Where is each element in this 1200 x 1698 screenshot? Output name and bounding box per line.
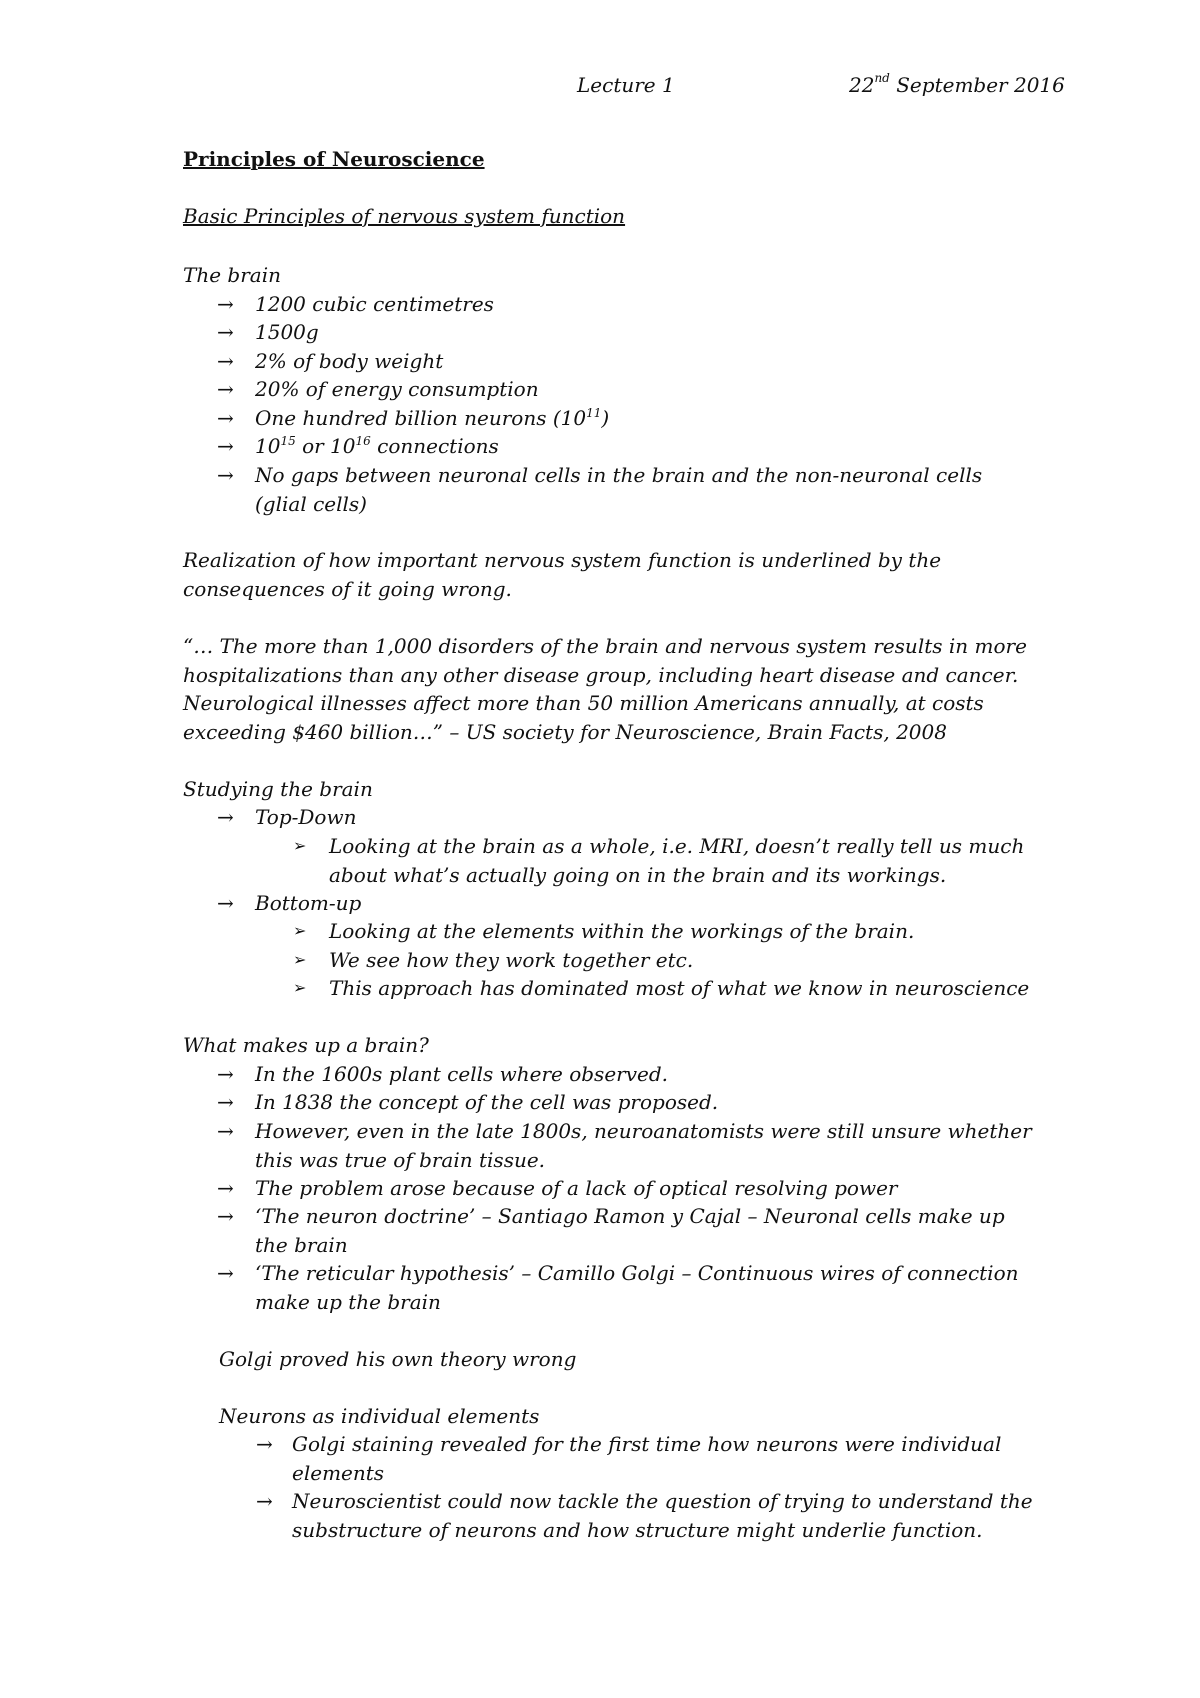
topdown-subitem: Looking at the brain as a whole, i.e. MRI, doesn’t really tell us much about what’s actually going on in the brain and its workings.	[329, 834, 1025, 887]
triangle-bullet-icon: ➢	[293, 978, 307, 997]
arrow-icon: →	[217, 377, 234, 401]
triangle-bullet-icon: ➢	[293, 836, 307, 855]
neurons-item: Golgi staining revealed for the first time how neurons were individual elements	[292, 1432, 1002, 1485]
triangle-bullet-icon: ➢	[293, 921, 307, 940]
header-date	[849, 73, 1065, 97]
makeup-item: However, even in the late 1800s, neuroanatomists were still unsure whether this was true of brain tissue.	[255, 1119, 1032, 1172]
header-lecture: Lecture 1	[577, 73, 675, 97]
makeup-item: ‘The reticular hypothesis’ – Camillo Golgi – Continuous wires of connection make up the brain	[255, 1261, 1019, 1314]
makeup-item: ‘The neuron doctrine’ – Santiago Ramon y Cajal – Neuronal cells make up the brain	[255, 1204, 1005, 1257]
brain-item: 1200 cubic centimetres	[255, 292, 494, 316]
arrow-icon: →	[217, 1062, 234, 1086]
brain-item: 1500g	[255, 320, 319, 344]
page-title: Principles of Neuroscience	[183, 147, 485, 171]
quote-paragraph: “… The more than 1,000 disorders of the brain and nervous system results in more hospitalizations than any other disease group, including heart disease and cancer. Neurological illnesses affect more than 50 million Americans annually, at costs exceeding $460 billion…” – US society for Neuroscience, Brain Facts, 2008	[183, 634, 1027, 744]
arrow-icon: →	[217, 349, 234, 373]
brain-item-connections: $10^{15}$ or $10^{16}$ connections	[255, 434, 499, 458]
brain-item-neurons: One hundred billion neurons $(10^{11})$	[255, 406, 610, 430]
brain-item-gaps: No gaps between neuronal cells in the brain and the non-neuronal cells (glial cells)	[255, 463, 983, 516]
brain-item: 20% of energy consumption	[255, 377, 539, 401]
brain-heading: The brain	[183, 263, 281, 287]
realization-paragraph: Realization of how important nervous system function is underlined by the consequences of it going wrong.	[183, 548, 942, 601]
golgi-statement: Golgi proved his own theory wrong	[219, 1347, 577, 1371]
topdown-item: Top-Down	[255, 805, 357, 829]
date-day: 22	[849, 73, 875, 97]
arrow-icon: →	[256, 1432, 273, 1456]
arrow-icon: →	[217, 805, 234, 829]
arrow-icon: →	[217, 1204, 234, 1228]
arrow-icon: →	[217, 1261, 234, 1285]
section-subtitle: Basic Principles of nervous system function	[183, 204, 626, 228]
makeup-item: In the 1600s plant cells where observed.	[255, 1062, 669, 1086]
arrow-icon: →	[217, 434, 234, 458]
arrow-icon: →	[217, 463, 234, 487]
bottomup-subitem: This approach has dominated most of what we know in neuroscience	[329, 976, 1030, 1000]
bottomup-subitem: We see how they work together etc.	[329, 948, 694, 972]
triangle-bullet-icon: ➢	[293, 950, 307, 969]
arrow-icon: →	[217, 1119, 234, 1143]
bottomup-subitem: Looking at the elements within the workings of the brain.	[329, 919, 915, 943]
brain-item: 2% of body weight	[255, 349, 444, 373]
date-suffix: nd	[874, 71, 890, 86]
makeup-heading: What makes up a brain?	[183, 1033, 429, 1057]
neurons-heading: Neurons as individual elements	[219, 1404, 540, 1428]
makeup-item: The problem arose because of a lack of optical resolving power	[255, 1176, 898, 1200]
arrow-icon: →	[217, 320, 234, 344]
arrow-icon: →	[217, 406, 234, 430]
arrow-icon: →	[217, 292, 234, 316]
date-rest: September 2016	[889, 73, 1065, 97]
arrow-icon: →	[217, 1176, 234, 1200]
arrow-icon: →	[217, 891, 234, 915]
makeup-item: In 1838 the concept of the cell was proposed.	[255, 1090, 719, 1114]
studying-heading: Studying the brain	[183, 777, 373, 801]
arrow-icon: →	[256, 1489, 273, 1513]
arrow-icon: →	[217, 1090, 234, 1114]
bottomup-item: Bottom-up	[255, 891, 362, 915]
neurons-item: Neuroscientist could now tackle the question of trying to understand the substructure of neurons and how structure might underlie function.	[292, 1489, 1033, 1542]
